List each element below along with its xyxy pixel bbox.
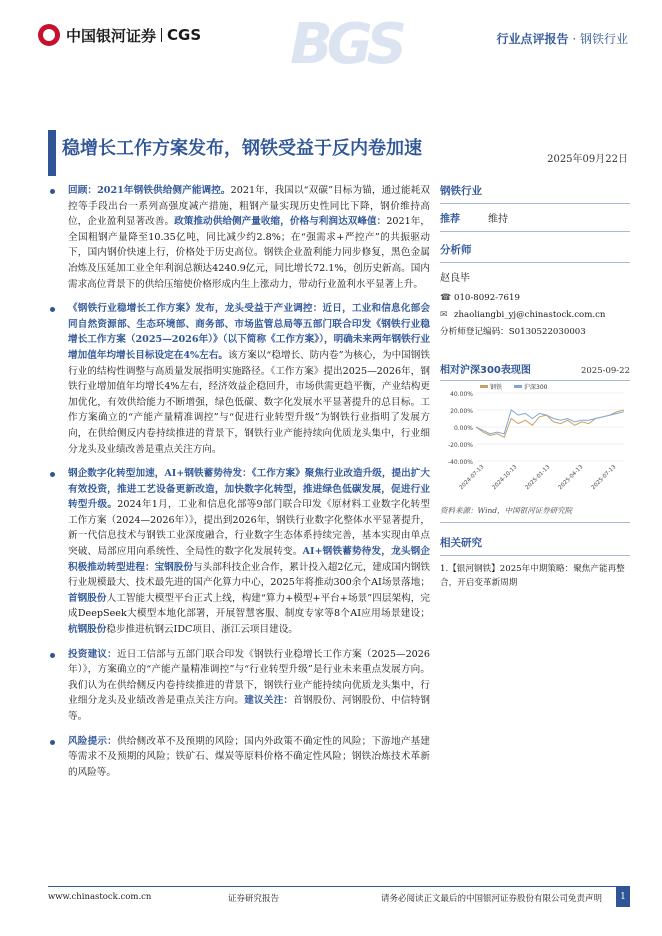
- chart-series-line-0: [476, 410, 624, 437]
- chart-y-tick-label: 0.00%: [453, 425, 473, 432]
- chart-x-tick-label: 2024-07-13: [458, 464, 486, 492]
- related-research-head: 相关研究: [440, 535, 630, 556]
- paragraph-text: 首钢股份、河钢股份、中信特钢等。: [68, 695, 431, 722]
- paragraph-lead: 政策推动供给侧产量收缩，价格与利润达双峰值：: [174, 216, 387, 228]
- chart-legend-label: 钢铁: [490, 384, 503, 391]
- chart-y-tick-label: 20.00%: [450, 408, 473, 415]
- footer-website[interactable]: www.chinastock.com.cn: [48, 892, 152, 902]
- paragraph-lead: 风险提示：: [68, 735, 117, 747]
- chart-svg: [440, 381, 630, 501]
- paragraph-lead: 钢企数字化转型加速，AI+钢铁蓄势待发：《工作方案》聚焦行业改造升级，提出扩大有效投资，推进工艺设备更新改造，加快数字化转型，推进绿色低碳发展，促进行业转型升级。: [68, 468, 430, 511]
- header-watermark: BGS: [290, 12, 401, 77]
- footer-center-label: 证券研究报告: [228, 894, 280, 904]
- paragraph-text: 2021年，全国粗钢产量降至10.35亿吨，同比减少约2.8%；在“强需求+严控产”的共振驱动下，国内钢价快速上行，价格处于历史高位。钢铁企业盈利能力同步修复，黑色金属冶炼及压延加工业全年利润总额达4240.9亿元，同比增长72.1%，创历史新高。国内需求高位背景下的供给压缩使价格形成内生上涨动力，带动行业盈利水平显著上升。: [68, 216, 431, 290]
- paragraph-text: 2024年1月，工业和信息化部等9部门联合印发《原材料工业数字化转型工作方案（2024—2026年）》，提出到2026年，钢铁行业数字化整体水平显著提升，新一代信息技术与钢铁工业深度融合，行业数字生态体系持续完善，基本实现由单点突破、局部应用向系统性、全局性的数字化发展转变。: [68, 499, 431, 558]
- sidebar-industry-head: 钢铁行业: [440, 183, 630, 204]
- report-industry-label: 钢铁行业: [579, 32, 628, 46]
- paragraph-digital: [48, 466, 430, 638]
- chart-x-tick-label: 2025-07-13: [590, 464, 618, 492]
- chart-y-tick-label: -20.00%: [447, 442, 473, 449]
- report-type-separator: ·: [568, 32, 580, 46]
- chart-x-tick-label: 2025-01-13: [524, 464, 552, 492]
- title-accent-bar: [48, 130, 56, 176]
- analyst-phone: [440, 290, 630, 307]
- main-content: [48, 183, 430, 789]
- chart-x-tick-label: 2025-04-13: [557, 464, 585, 492]
- chart-legend-swatch: [480, 385, 488, 388]
- chart-date: 2025-09-22: [580, 366, 630, 376]
- report-type-label: 行业点评报告: [496, 32, 569, 46]
- rating-label: 推荐: [440, 214, 460, 225]
- logo-text-cn: 中国银河证券: [66, 26, 157, 45]
- analyst-registration: 分析师登记编码：S0130522030003: [440, 327, 586, 337]
- chart-header: [440, 361, 630, 381]
- sidebar: [440, 183, 630, 590]
- chart-legend-label: 沪深300: [524, 384, 548, 391]
- logo-emblem-icon: [38, 24, 60, 46]
- chart-source: 资料来源：Wind，中国银河证券研究院: [440, 505, 630, 523]
- paragraph-lead: AI+钢铁蓄势待发，龙头钢企积极推动转型进程：宝钢股份: [68, 546, 430, 573]
- phone-icon: ☎: [440, 293, 452, 303]
- paragraph-lead: 投资建议：: [68, 648, 117, 660]
- report-type-header: [497, 30, 628, 47]
- chart-x-tick-label: 2024-10-13: [491, 464, 519, 492]
- paragraph-risk: [48, 734, 430, 781]
- paragraph-text: 该方案以“稳增长、防内卷”为核心，为中国钢铁行业的结构性调整与高质量发展指明实施路径。《工作方案》提出2025—2026年，钢铁行业增加值年均增长4%左右，经济效益企稳回升，市场供需更趋平衡，产业结构更加优化，有效供给能力不断增强，绿色低碳、数字化发展水平显著提升的总目标。工作方案确立的“产能产量精准调控”与“促进行业转型升级”为钢铁行业指明了发展方向，在供给侧反内卷持续推进的背景下，钢铁行业产能持续向优质龙头集中，行业细分龙头及业绩改善是重点关注方向。: [68, 349, 430, 455]
- chart-y-tick-label: 40.00%: [450, 391, 473, 398]
- mail-icon: ✉: [440, 310, 448, 320]
- rating-row: [440, 210, 630, 232]
- analyst-email[interactable]: [440, 307, 630, 324]
- paragraph-review: [48, 183, 430, 292]
- paragraph-lead: 回顾：2021年钢铁供给侧产能调控。: [68, 185, 231, 196]
- company-logo: [38, 24, 201, 46]
- page-number: 1: [616, 887, 630, 907]
- paragraph-plan: [48, 301, 430, 457]
- paragraph-lead: 建议关注：: [244, 695, 294, 707]
- paragraph-text: 2021年，我国以“双碳”目标为锚，通过能耗双控等手段出台一系列高强度减产措施，粗钢产量实现历史性同比下降，钢价维持高位，企业盈利显著改善。: [68, 185, 431, 228]
- report-title: 稳增长工作方案发布，钢铁受益于反内卷加速: [62, 138, 422, 159]
- analyst-head: 分析师: [440, 242, 630, 263]
- paragraph-text: 供给侧改革不及预期的风险；国内外政策不确定性的风险；下游地产基建等需求不及预期的风险；铁矿石、煤炭等原料价格不确定性风险；钢铁冶炼技术革新的风险等。: [68, 735, 431, 778]
- paragraph-lead: 首钢股份: [68, 592, 107, 604]
- chart-series-line-1: [476, 410, 624, 434]
- paragraph-text: 近日工信部与五部门联合印发《钢铁行业稳增长工作方案（2025—2026年）》，方案确立的“产能产量精准调控”与“行业转型升级”是行业未来重点发展方向。我们认为在供给侧反内卷持续推进的背景下，钢铁行业产能持续向优质龙头集中，行业细分龙头及业绩改善是重点关注方向。: [68, 648, 430, 707]
- paragraph-lead: 《钢铁行业稳增长工作方案》发布，龙头受益于产业调控：近日，工业和信息化部会同自然资源部、生态环境部、商务部、市场监管总局等五部门联合印发《钢铁行业稳增长工作方案（2025—2026年）》（以下简称《工作方案》），明确未来两年钢铁行业增加值年均增长目标设定在4%左右。: [68, 303, 430, 361]
- rating-value: 维持: [488, 214, 508, 225]
- logo-divider: [161, 28, 162, 42]
- paragraph-text: 稳步推进杭钢云IDC项目、浙江云项目建设。: [106, 624, 298, 636]
- footer-disclaimer: 请务必阅读正文最后的中国银河证券股份有限公司免责声明: [380, 894, 602, 904]
- chart-title: 相对沪深300表现图: [440, 365, 531, 376]
- report-date: 2025年09月22日: [547, 154, 628, 165]
- analyst-name: 赵良毕: [440, 273, 470, 284]
- paragraph-lead: 杭钢股份: [68, 624, 107, 636]
- paragraph-text: 与头部科技企业合作，累计投入超2亿元，建成国内钢铁行业规模最大、技术最先进的国产化算力中心，2025年将推动300余个AI场景落地；: [68, 561, 430, 589]
- logo-text-en: CGS: [167, 26, 202, 44]
- chart-legend-swatch: [514, 385, 522, 388]
- relative-performance-chart: [440, 381, 630, 501]
- email-text[interactable]: zhaoliangbi_yj@chinastock.com.cn: [454, 310, 606, 320]
- phone-text: 010-8092-7619: [454, 293, 520, 303]
- related-research-item[interactable]: 1.【银河钢铁】2025年中期策略：聚焦产能再整合，开启变革新周期: [440, 564, 625, 588]
- chart-y-tick-label: -40.00%: [447, 459, 473, 466]
- paragraph-text: 人工智能大模型平台正式上线，构建“算力+模型+平台+场景”四层架构，完成DeepSeek大模型本地化部署，开展智慧客服、制度专家等8个AI应用场景建设；: [68, 592, 430, 620]
- paragraph-investment: [48, 647, 430, 725]
- page-footer: [48, 886, 630, 902]
- related-research-list: [440, 562, 630, 590]
